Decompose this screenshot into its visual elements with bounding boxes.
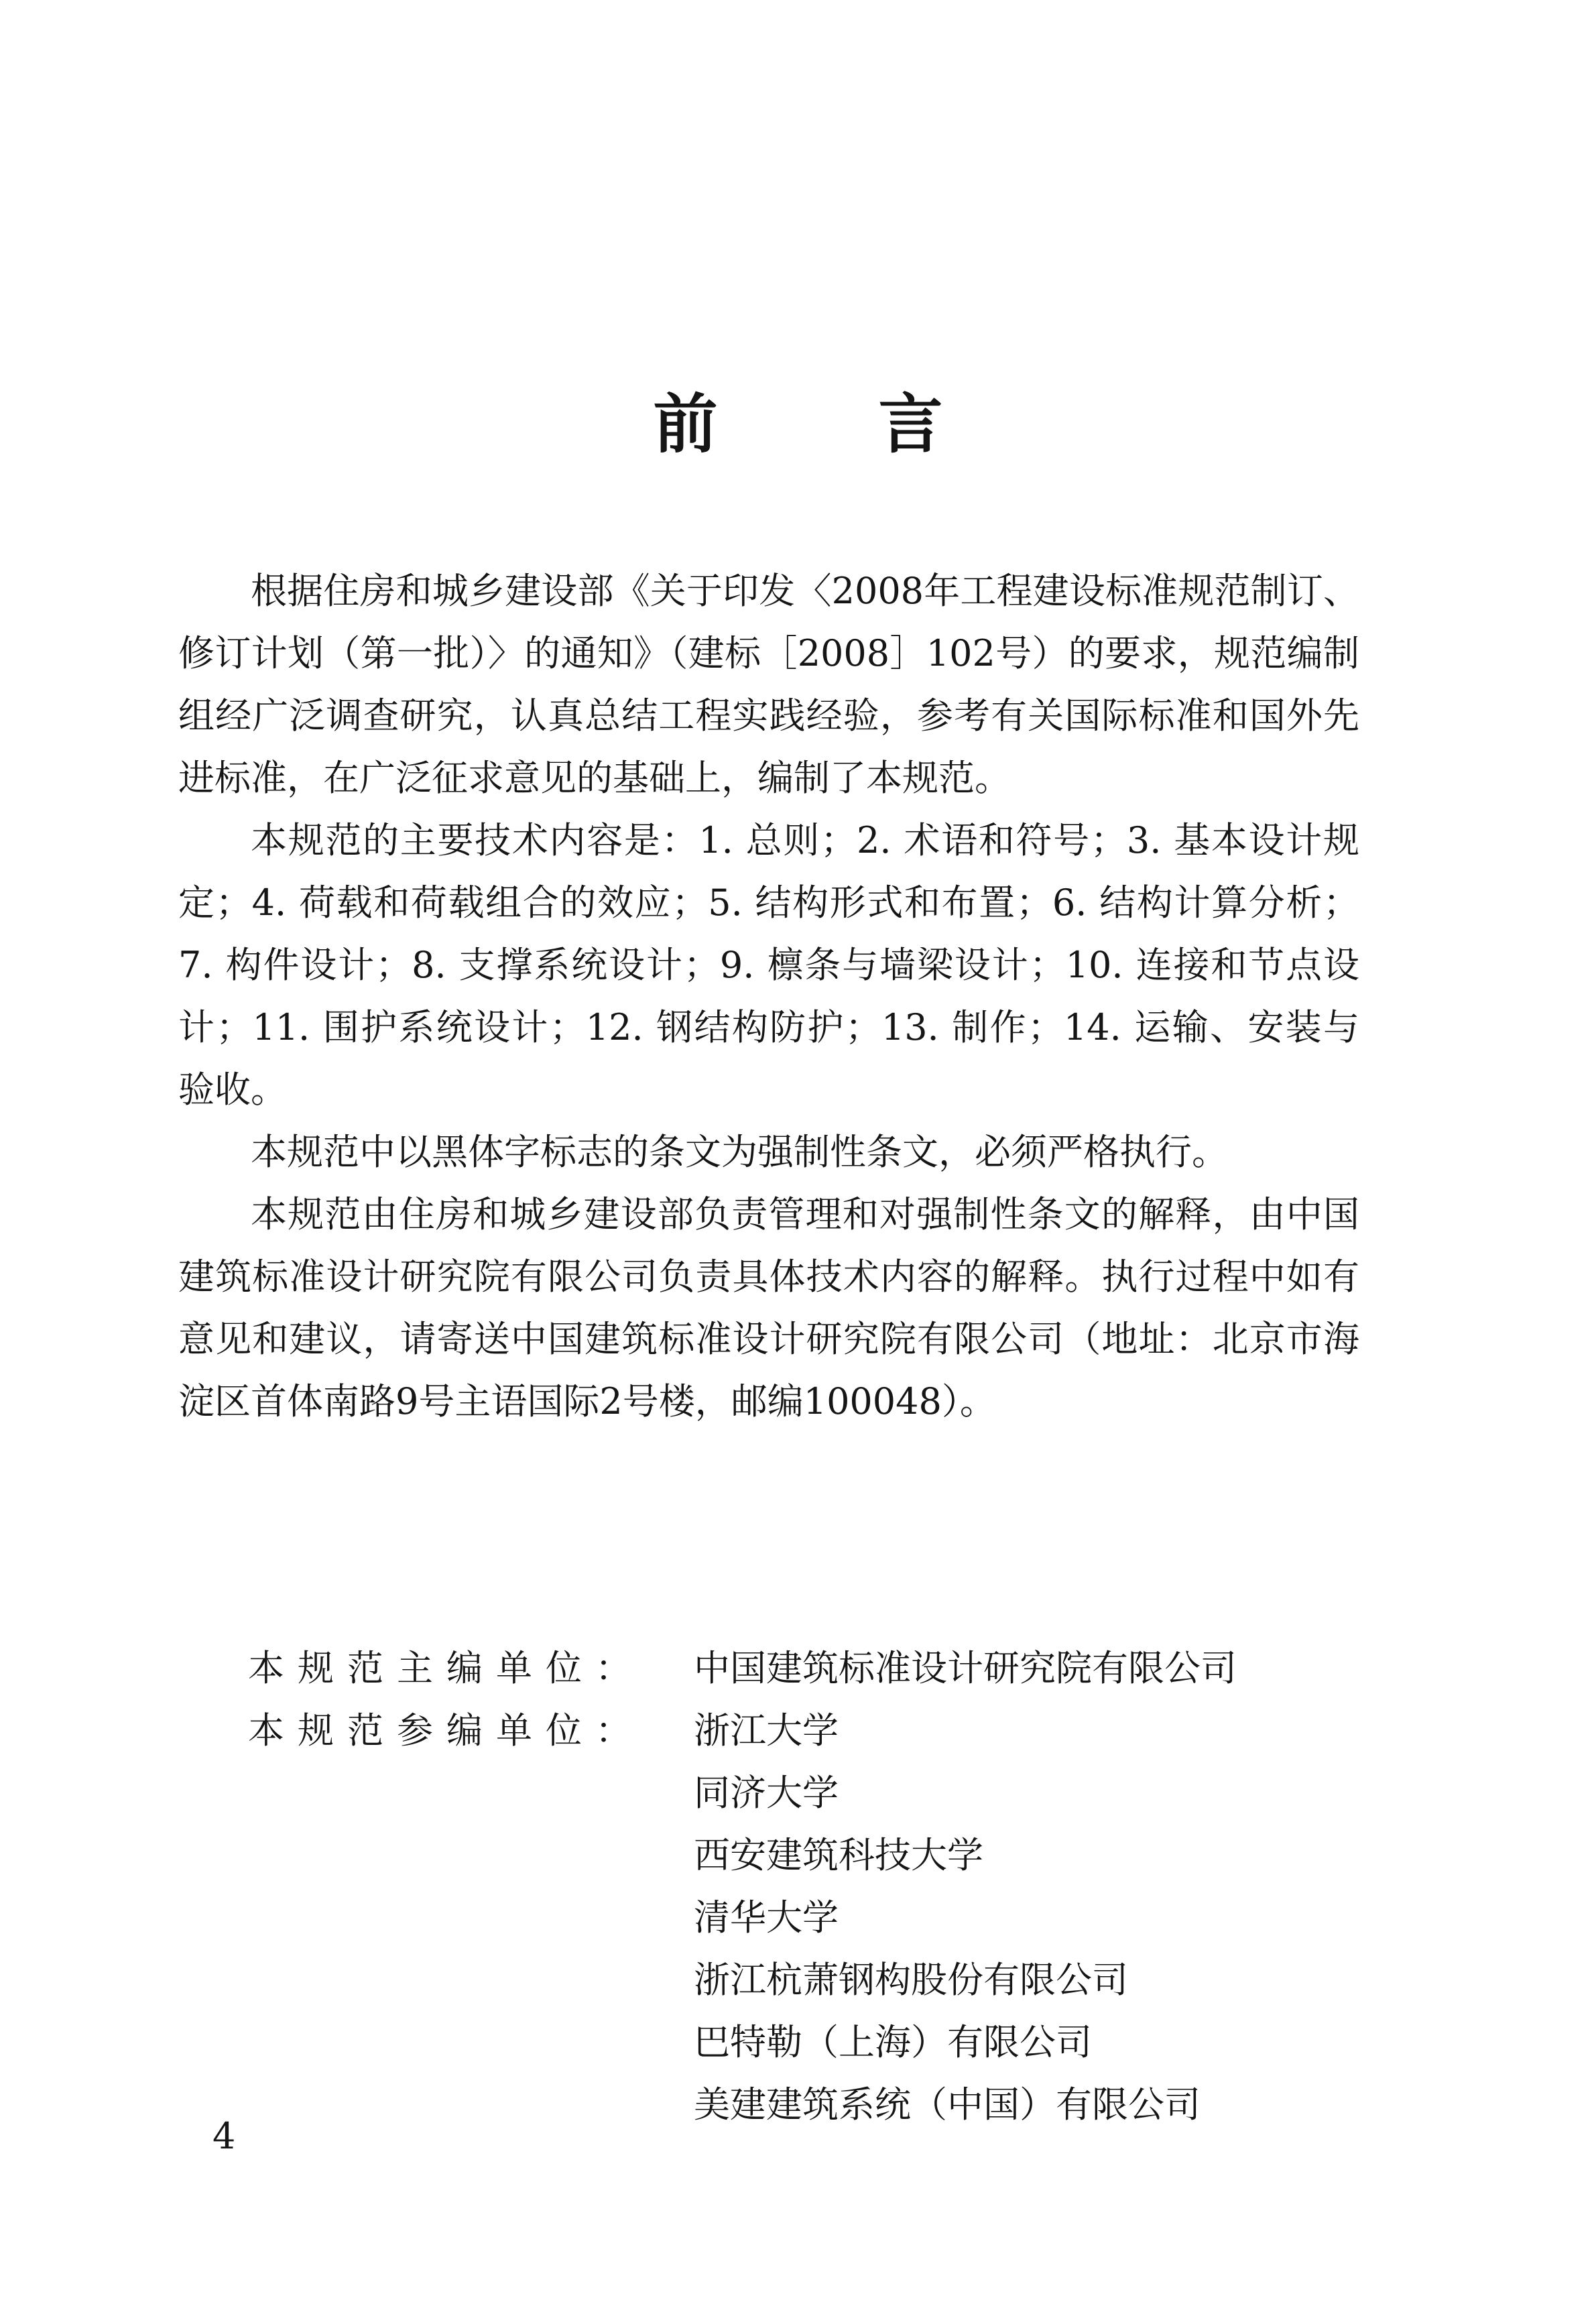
editing-units	[248, 1637, 1237, 2136]
paragraph-management: 本规范由住房和城乡建设部负责管理和对强制性条文的解释，由中国建筑标准设计研究院有限公司负责具体技术内容的解释。执行过程中如有意见和建议，请寄送中国建筑标准设计研究院有限公司（地址：北京市海淀区首体南路9号主语国际2号楼，邮编100048）。	[178, 1193, 1359, 1422]
chief-unit-name: 中国建筑标准设计研究院有限公司	[694, 1647, 1237, 1689]
participating-units-row	[248, 1699, 1237, 2136]
page-number: 4	[212, 2115, 236, 2157]
participating-unit: 美建建筑系统（中国）有限公司	[694, 2083, 1201, 2126]
participating-unit: 浙江大学	[694, 1709, 839, 1752]
participating-units-label: 本规范参编单位：	[248, 1709, 645, 1752]
participating-unit: 同济大学	[694, 1772, 839, 1814]
chief-unit-row	[248, 1637, 1237, 1699]
body-text	[178, 560, 1359, 1433]
participating-unit: 浙江杭萧钢构股份有限公司	[694, 1959, 1128, 2001]
participating-units-list	[694, 1699, 1201, 2136]
paragraph-contents: 本规范的主要技术内容是：1. 总则；2. 术语和符号；3. 基本设计规定；4. 荷载和荷载组合的效应；5. 结构形式和布置；6. 结构计算分析；7. 构件设计；8. 支撑系统设计；9. 檩条与墙梁设计；10. 连接和节点设计；11. 围护系统设计；12. 钢结构防护；13. 制作；14. 运输、安装与验收。	[178, 819, 1359, 1111]
participating-unit: 巴特勒（上海）有限公司	[694, 2021, 1092, 2063]
participating-unit: 清华大学	[694, 1896, 839, 1939]
page-title: 前言	[653, 386, 1104, 462]
paragraph-mandatory: 本规范中以黑体字标志的条文为强制性条文，必须严格执行。	[251, 1131, 1228, 1173]
participating-unit: 西安建筑科技大学	[694, 1834, 983, 1876]
paragraph-background: 根据住房和城乡建设部《关于印发〈2008年工程建设标准规范制订、修订计划（第一批）〉的通知》（建标［2008］102号）的要求，规范编制组经广泛调查研究，认真总结工程实践经验，参考有关国际标准和国外先进标准，在广泛征求意见的基础上，编制了本规范。	[178, 570, 1359, 799]
chief-unit-label: 本规范主编单位：	[248, 1647, 645, 1689]
